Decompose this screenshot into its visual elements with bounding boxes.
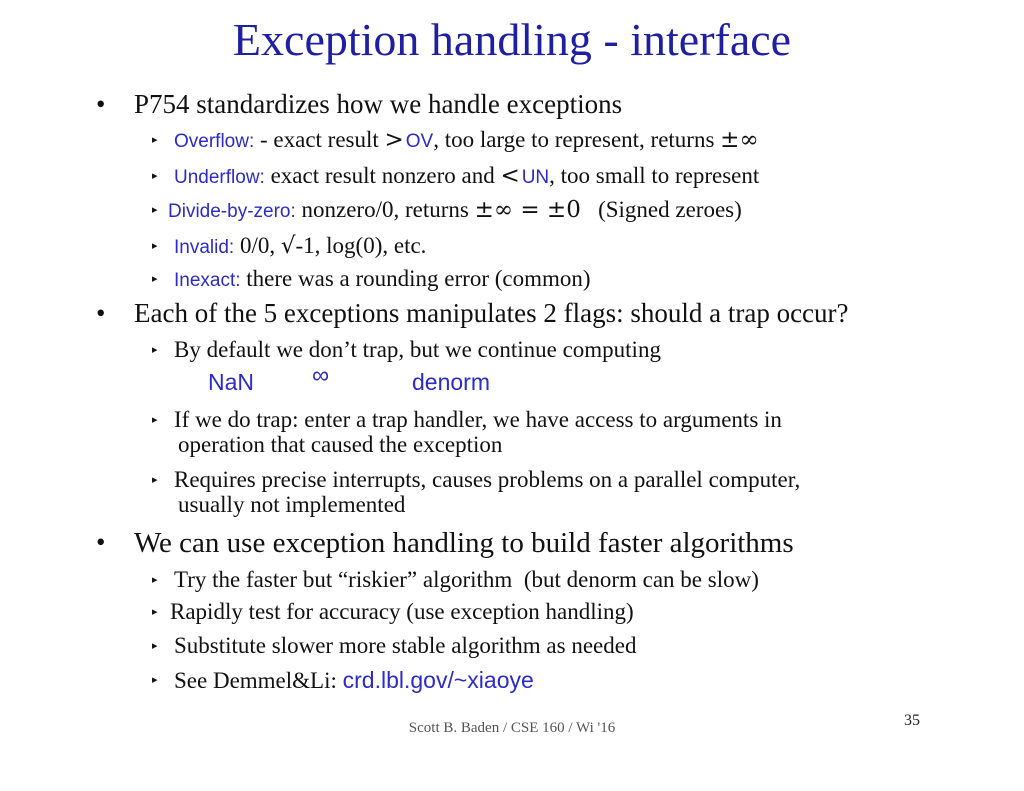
sub-invalid	[174, 232, 426, 262]
sub-arrow-icon: ▸	[152, 605, 158, 618]
sub-arrow-icon: ▸	[152, 413, 158, 426]
overflow-pm-inf: ±∞	[720, 127, 759, 153]
bullet-3-text: We can use exception handling to build faster algorithms	[134, 527, 794, 559]
divzero-symbols: ±∞ = ±0	[474, 197, 581, 223]
invalid-sqrt-symbol: √	[280, 233, 296, 259]
underflow-lt-symbol: <	[500, 163, 520, 189]
sub-substitute-slower: Substitute slower more stable algorithm as needed	[174, 633, 637, 658]
sub-arrow-icon: ▸	[152, 272, 158, 285]
underflow-code: UN	[521, 167, 550, 188]
sub-arrow-icon: ▸	[152, 203, 158, 216]
sub-arrow-icon: ▸	[152, 673, 158, 686]
sub-arrow-icon: ▸	[152, 639, 158, 652]
invalid-text1: 0/0,	[234, 233, 281, 258]
overflow-text2: , too large to represent, returns	[433, 127, 721, 152]
divzero-text1: nonzero/0, returns	[295, 197, 475, 222]
sub-arrow-icon: ▸	[152, 133, 158, 146]
slide-footer: Scott B. Baden / CSE 160 / Wi '16	[408, 720, 616, 736]
sub-overflow	[174, 126, 759, 156]
divzero-label: Divide-by-zero:	[168, 201, 296, 222]
inexact-text1: there was a rounding error (common)	[240, 266, 591, 291]
sub-arrow-icon: ▸	[152, 573, 158, 586]
xiaoye-link[interactable]: crd.lbl.gov/~xiaoye	[342, 667, 534, 693]
underflow-label: Underflow:	[174, 167, 265, 188]
nan-label: NaN	[208, 369, 255, 395]
sub-arrow-icon: ▸	[152, 343, 158, 356]
inexact-label: Inexact:	[174, 270, 241, 291]
underflow-text2: , too small to represent	[549, 163, 760, 188]
sub-divide-by-zero	[168, 196, 742, 226]
bullet-dot: •	[96, 298, 106, 328]
underflow-text1: exact result nonzero and	[264, 163, 501, 188]
see-demmel-text: See Demmel&Li:	[174, 668, 343, 693]
overflow-label: Overflow:	[174, 131, 255, 152]
sub-see-demmel	[174, 666, 534, 695]
invalid-label: Invalid:	[174, 237, 235, 258]
bullet-dot: •	[96, 89, 106, 119]
sub-arrow-icon: ▸	[152, 169, 158, 182]
overflow-gt-symbol: >	[384, 127, 404, 153]
sub-trap-handler-cont: operation that caused the exception	[178, 432, 503, 457]
sub-trap-handler: If we do trap: enter a trap handler, we have access to arguments in	[174, 407, 782, 432]
sub-inexact	[174, 265, 591, 295]
invalid-text2: -1, log(0), etc.	[295, 233, 427, 258]
sub-precise-interrupts: Requires precise interrupts, causes problems on a parallel computer,	[174, 467, 801, 492]
sub-default-no-trap: By default we don’t trap, but we continue computing	[174, 337, 661, 362]
overflow-code: OV	[405, 131, 434, 152]
sub-arrow-icon: ▸	[152, 473, 158, 486]
sub-underflow	[174, 162, 759, 192]
denorm-label: denorm	[412, 369, 490, 395]
bullet-1-text: P754 standardizes how we handle exceptions	[134, 89, 623, 119]
sub-rapid-test: Rapidly test for accuracy (use exception handling)	[170, 599, 634, 624]
infinity-symbol: ∞	[312, 362, 330, 389]
sub-arrow-icon: ▸	[152, 239, 158, 252]
bullet-dot: •	[96, 527, 106, 557]
overflow-text1: - exact result	[254, 127, 385, 152]
sub-precise-interrupts-cont: usually not implemented	[178, 492, 406, 517]
divzero-text2: (Signed zeroes)	[580, 197, 742, 222]
page-number: 35	[904, 712, 920, 729]
slide-title: Exception handling - interface	[232, 14, 792, 65]
bullet-2-text: Each of the 5 exceptions manipulates 2 flags: should a trap occur?	[134, 298, 849, 328]
sub-faster-algorithm: Try the faster but “riskier” algorithm (but denorm can be slow)	[174, 567, 759, 592]
